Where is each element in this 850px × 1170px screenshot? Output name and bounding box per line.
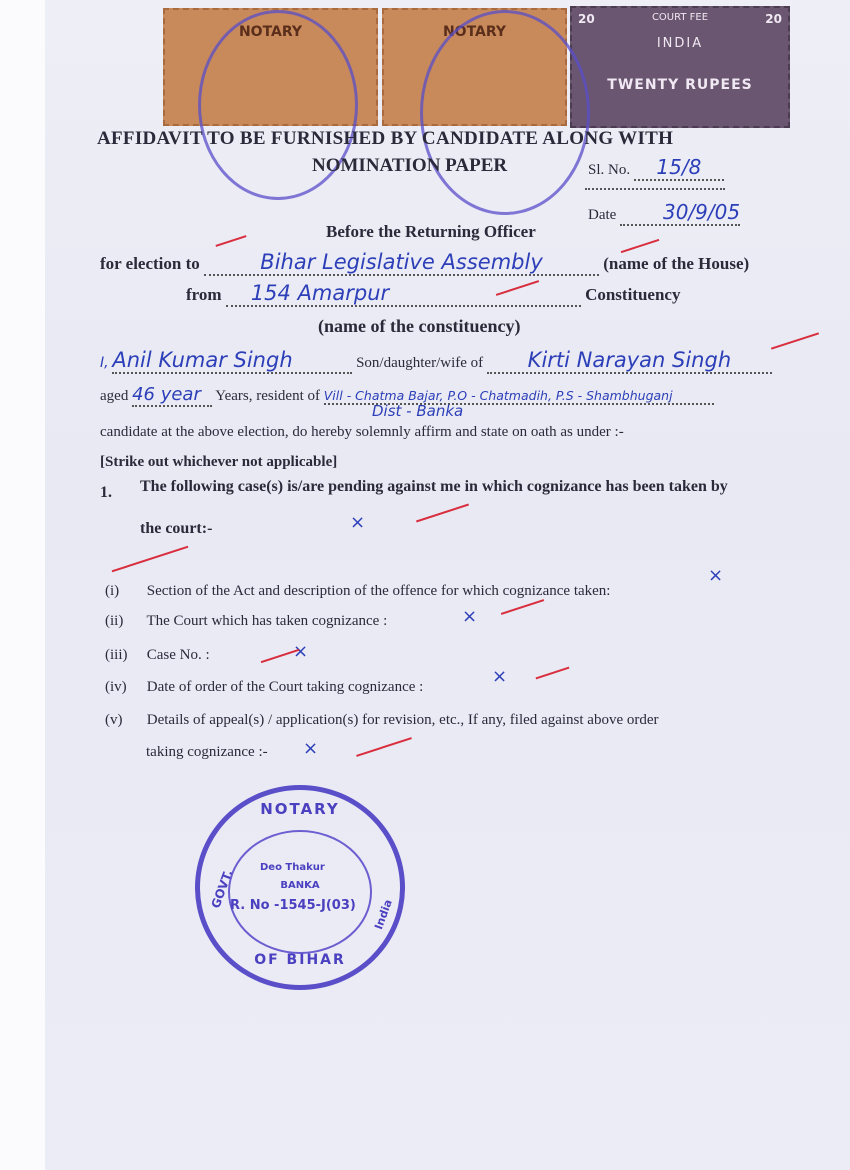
- notary-seal: [195, 785, 405, 990]
- candidate-name-line: [100, 348, 772, 374]
- serial-number-field: [588, 155, 724, 181]
- relation-name-value: Kirti Narayan Singh: [487, 348, 772, 374]
- court-fee-stamp: [570, 6, 790, 128]
- candidate-name-value: Anil Kumar Singh: [112, 348, 352, 374]
- constituency-value: 154 Amarpur: [226, 281, 581, 307]
- serial-number-value: 15/8: [634, 155, 724, 181]
- stamp-left-label: NOTARY: [238, 24, 303, 40]
- stamp-denomination-right: 20: [765, 12, 782, 26]
- date-field: [588, 200, 740, 226]
- residence-value: Vill - Chatma Bajar, P.O - Chatmadih, P.S - Shambhuganj: [324, 388, 714, 405]
- serial-number-label: Sl. No.: [588, 162, 631, 178]
- blank-dotted-line: [585, 188, 725, 190]
- subitem-iii: [105, 647, 210, 664]
- seal-right-text: India: [372, 897, 395, 932]
- notary-seal-top-right: [420, 10, 590, 215]
- from-label: from: [186, 285, 222, 304]
- subitem-iv-cross-mark: ×: [492, 666, 508, 687]
- subitem-i: [105, 583, 610, 600]
- subitem-text: The Court which has taken cognizance :: [146, 613, 388, 629]
- stamp-top-label: COURT FEE: [651, 12, 709, 23]
- subitem-ii: [105, 613, 387, 630]
- document-title-line1: AFFIDAVIT TO BE FURNISHED BY CANDIDATE ALONG WITH: [97, 128, 674, 149]
- subitem-text: Date of order of the Court taking cognizance :: [146, 679, 424, 695]
- relation-label: Son/daughter/wife of: [356, 355, 484, 371]
- item-1-number: 1.: [100, 484, 112, 501]
- subitem-iv: [105, 679, 423, 696]
- seal-notary-name: Deo Thakur: [260, 862, 325, 873]
- stamp-middle-label: NOTARY: [442, 24, 507, 40]
- subitem-v-cont: taking cognizance :-: [146, 744, 268, 760]
- seal-place: BANKA: [280, 880, 320, 891]
- date-label: Date: [588, 207, 617, 223]
- seal-inner-ring: [228, 830, 372, 954]
- subitem-iii-cross-mark: ×: [293, 641, 309, 662]
- seal-bottom-text: OF BIHAR: [254, 952, 346, 968]
- subitem-text: Section of the Act and description of the offence for which cognizance taken:: [146, 583, 611, 599]
- strike-note: [Strike out whichever not applicable]: [100, 454, 338, 470]
- stamp-bottom-label: TWENTY RUPEES: [607, 77, 753, 93]
- stamp-country: INDIA: [656, 36, 704, 51]
- subitem-number: (v): [105, 712, 123, 728]
- subitem-number: (iii): [105, 647, 128, 663]
- scanner-margin: [0, 0, 48, 1170]
- constituency-line: [186, 281, 680, 307]
- age-value: 46 year: [132, 384, 212, 407]
- seal-registration: R. No -1545-J(03): [230, 898, 356, 913]
- subitem-number: (i): [105, 583, 120, 599]
- election-line: [100, 250, 749, 276]
- subitem-text: Details of appeal(s) / application(s) for revision, etc., If any, filed against above order: [146, 712, 659, 728]
- date-value: 30/9/05: [620, 200, 740, 226]
- house-caption: (name of the House): [603, 254, 750, 273]
- election-label: for election to: [100, 254, 200, 273]
- constituency-label: Constituency: [585, 285, 681, 304]
- constituency-caption: (name of the constituency): [318, 316, 521, 336]
- item-1-cross-mark: ×: [350, 512, 366, 533]
- election-house-value: Bihar Legislative Assembly: [204, 250, 599, 276]
- item-1-text: The following case(s) is/are pending against me in which cognizance has been taken by: [140, 478, 728, 495]
- seal-left-text: GOVT.: [208, 867, 236, 911]
- seal-top-text: NOTARY: [260, 800, 340, 818]
- name-prefix: I,: [100, 355, 109, 371]
- subitem-number: (iv): [105, 679, 127, 695]
- residence-district: Dist - Banka: [372, 402, 464, 420]
- subitem-number: (ii): [105, 613, 124, 629]
- aged-label: aged: [100, 388, 129, 404]
- subitem-v-cross-mark: ×: [303, 738, 319, 759]
- subitem-i-cross-mark: ×: [708, 565, 724, 586]
- stamp-denomination-left: 20: [578, 12, 595, 26]
- returning-officer-heading: Before the Returning Officer: [326, 222, 536, 241]
- subitem-v: [105, 712, 659, 729]
- resident-label: Years, resident of: [215, 388, 320, 404]
- subitem-ii-cross-mark: ×: [462, 606, 478, 627]
- document-title-line2: NOMINATION PAPER: [312, 155, 508, 176]
- item-1-text-cont: the court:-: [140, 520, 213, 537]
- subitem-text: Case No. :: [146, 647, 210, 663]
- affirmation-line: candidate at the above election, do hereby solemnly affirm and state on oath as under :-: [100, 424, 624, 440]
